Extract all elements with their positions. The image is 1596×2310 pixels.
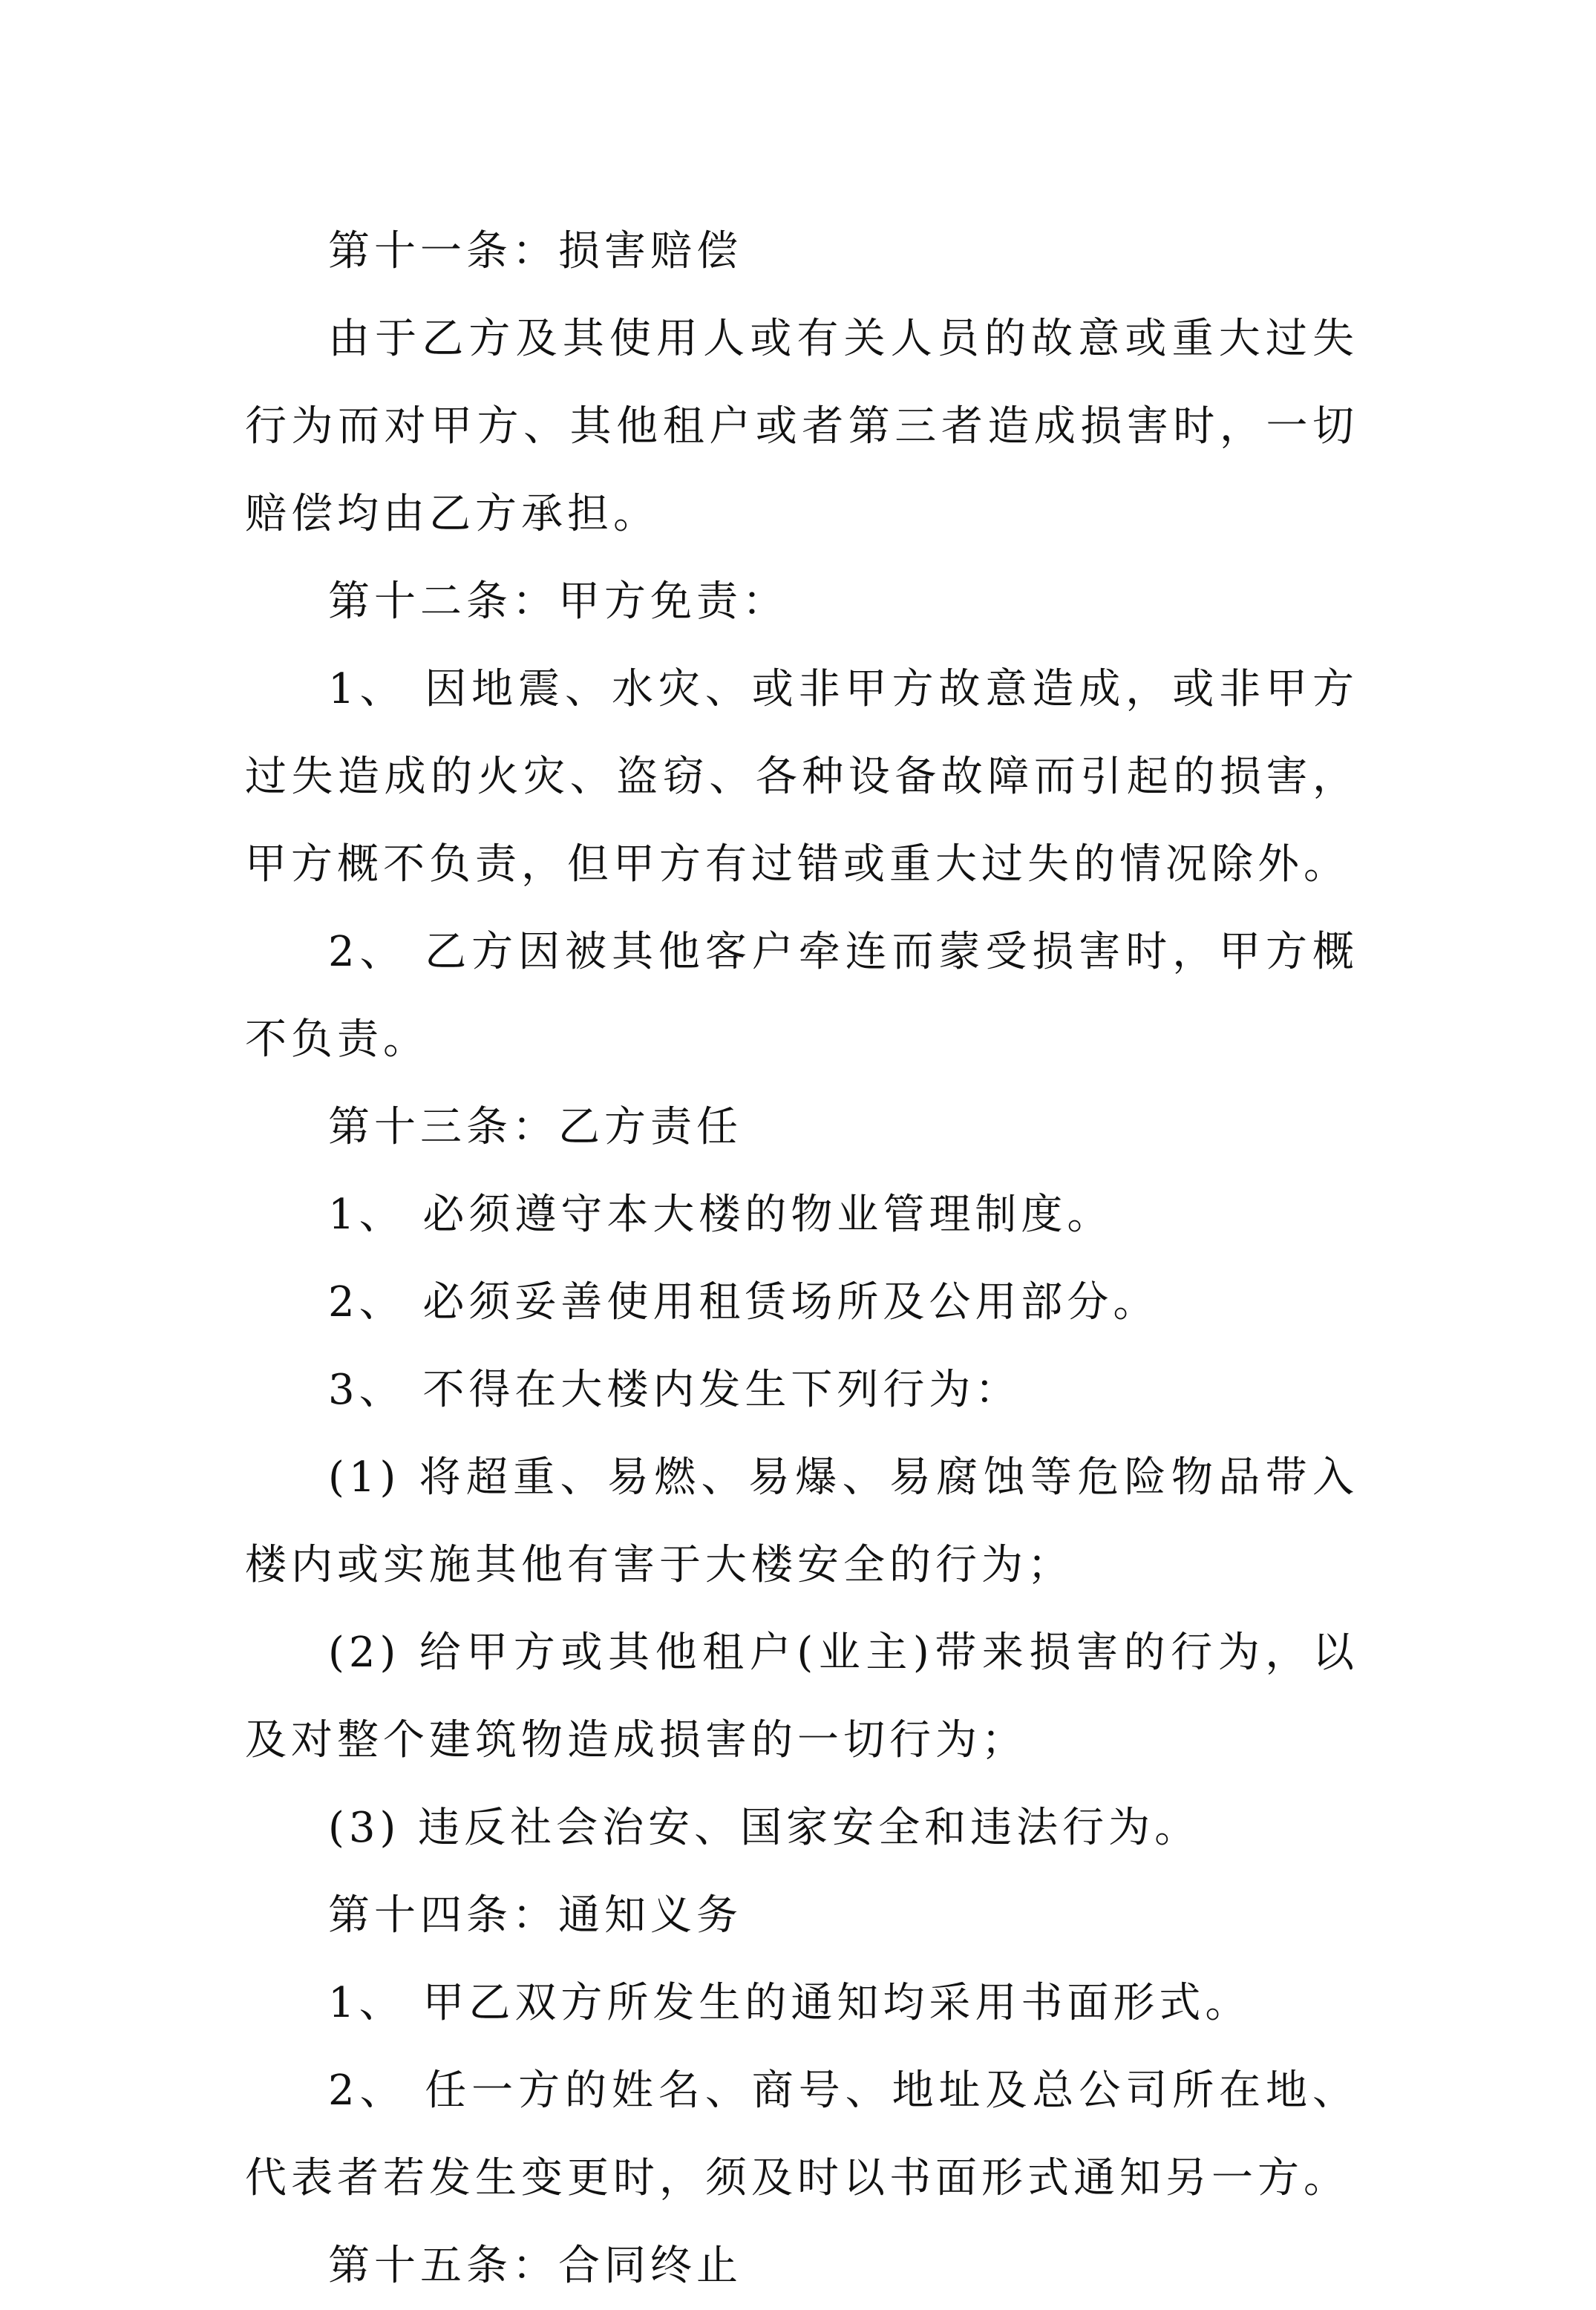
article-12-item-2: 2、 乙方因被其他客户牵连而蒙受损害时，甲方概不负责。: [245, 928, 1358, 1064]
article-11-heading: 第十一条：损害赔偿: [328, 227, 742, 275]
article-12-heading: 第十二条：甲方免责：: [328, 578, 788, 626]
article-15-heading: 第十五条：合同终止: [328, 2242, 742, 2290]
article-13-subitem-3: (3) 违反社会治安、国家安全和违法行为。: [328, 1804, 1201, 1852]
article-14-item-2: 2、 任一方的姓名、商号、地址及总公司所在地、代表者若发生变更时，须及时以书面形式通知另一方。: [245, 2067, 1358, 2202]
article-14-item-1: 1、 甲乙双方所发生的通知均采用书面形式。: [328, 1979, 1252, 2027]
article-13-item-3: 3、 不得在大楼内发生下列行为：: [328, 1366, 1021, 1414]
article-12-item-1: 1、 因地震、水灾、或非甲方故意造成，或非甲方过失造成的火灾、盗窃、各种设备故障而引起的损害，甲方概不负责，但甲方有过错或重大过失的情况除外。: [245, 665, 1358, 889]
article-14-heading: 第十四条：通知义务: [328, 1891, 742, 1940]
document-body: [245, 208, 1358, 2310]
article-11-text: 由于乙方及其使用人或有关人员的故意或重大过失行为而对甲方、其他租户或者第三者造成损害时，一切赔偿均由乙方承担。: [245, 315, 1358, 538]
article-13-subitem-2: (2) 给甲方或其他租户(业主)带来损害的行为，以及对整个建筑物造成损害的一切行为；: [245, 1629, 1358, 1764]
article-13-subitem-1: (1) 将超重、易燃、易爆、易腐蚀等危险物品带入楼内或实施其他有害于大楼安全的行为；: [245, 1453, 1358, 1589]
article-13-heading: 第十三条：乙方责任: [328, 1103, 742, 1151]
article-13-item-2: 2、 必须妥善使用租赁场所及公用部分。: [328, 1278, 1160, 1326]
article-13-item-1: 1、 必须遵守本大楼的物业管理制度。: [328, 1191, 1113, 1239]
